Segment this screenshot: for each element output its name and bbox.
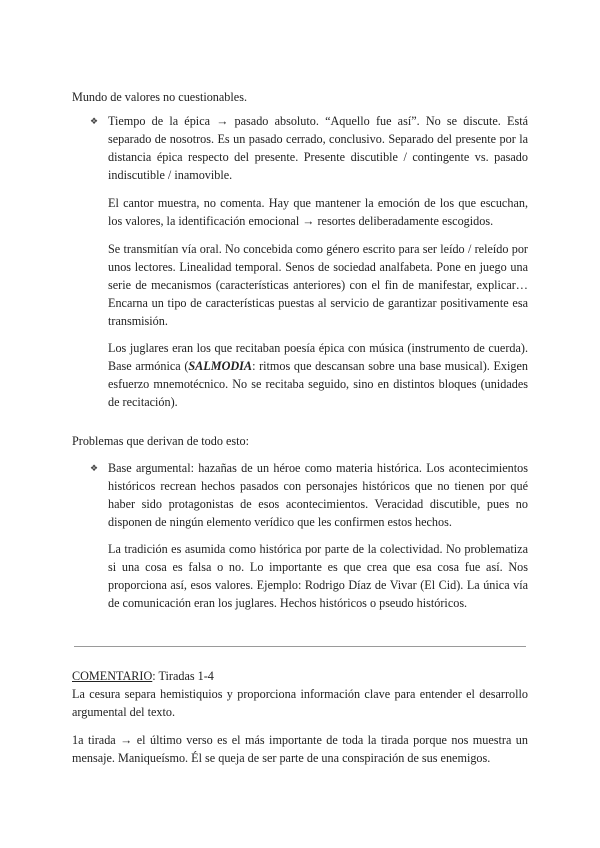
bullet-item-base-argumental (90, 459, 528, 531)
section-divider (74, 646, 526, 647)
diamond-bullet-icon: ❖ (90, 463, 99, 473)
paragraph-tradicion: La tradición es asumida como histórica por parte de la colectividad. No problematiza si una cosa es falsa o no. Lo importante es que crea que esa cosa fue así. Nos proporciona así, esos valores. Ejemplo: Rodrigo Díaz de Vivar (El Cid). La única vía de comunicación eran los juglares. Hechos históricos o pseudo históricos. (108, 542, 528, 610)
comentario-subtitle: : Tiradas 1-4 (152, 669, 214, 683)
salmodia-emphasis: SALMODIA (188, 359, 253, 373)
section-heading-valores: Mundo de valores no cuestionables. (72, 90, 247, 104)
paragraph-juglares (108, 339, 528, 411)
juglares-text-end: : ritmos que descansan sobre una base musical). Exigen esfuerzo mnemotécnico. No se recitaba seguido, sino en distintos bloques (unidades de recitación). (108, 359, 528, 409)
paragraph-cantor: El cantor muestra, no comenta. Hay que mantener la emoción de los que escuchan, los valores, la identificación emocional → resortes deliberadamente escogidos. (108, 196, 528, 228)
comentario-label: COMENTARIO (72, 669, 153, 683)
paragraph-tiempo-epica: Tiempo de la épica → pasado absoluto. “Aquello fue así”. No se discute. Está separado de nosotros. Es un pasado cerrado, conclusivo. Separado del presente por la distancia épica respecto del presente. Presente discutible / contingente vs. pasado indiscutible / inamovible. (108, 114, 528, 182)
juglares-text-start: Los juglares eran los que recitaban poesía épica con música (instrumento de cuerda). Base armónica ( (108, 341, 528, 373)
bullet-item-tiempo-epica (90, 112, 528, 184)
paragraph-base-argumental: Base argumental: hazañas de un héroe como materia histórica. Los acontecimientos históricos recrean hechos pasados con personajes históricos que no tienen por qué haber sido protagonistas de esos acontecimientos. Veracidad discutible, pues no disponen de ningún elemento verídico que les confirmen estos hechos. (108, 461, 528, 529)
comentario-heading (72, 667, 532, 685)
paragraph-transmision-oral: Se transmitían vía oral. No concebida como género escrito para ser leído / releído por unos lectores. Linealidad temporal. Senos de sociedad analfabeta. Pone en juego una serie de mecanismos (características anteriores) con el fin de manifestar, explicar… Encarna un tipo de características puestas al servicio de garantizar positivamente esa transmisión. (108, 242, 528, 328)
section-heading-problemas: Problemas que derivan de todo esto: (72, 434, 250, 448)
diamond-bullet-icon: ❖ (90, 116, 99, 126)
paragraph-primera-tirada: 1a tirada → el último verso es el más importante de toda la tirada porque nos muestra un mensaje. Maniqueísmo. Él se queja de ser parte de una conspiración de sus enemigos. (72, 733, 528, 765)
paragraph-cesura: La cesura separa hemistiquios y proporciona información clave para entender el desarrollo argumental del texto. (72, 687, 528, 719)
